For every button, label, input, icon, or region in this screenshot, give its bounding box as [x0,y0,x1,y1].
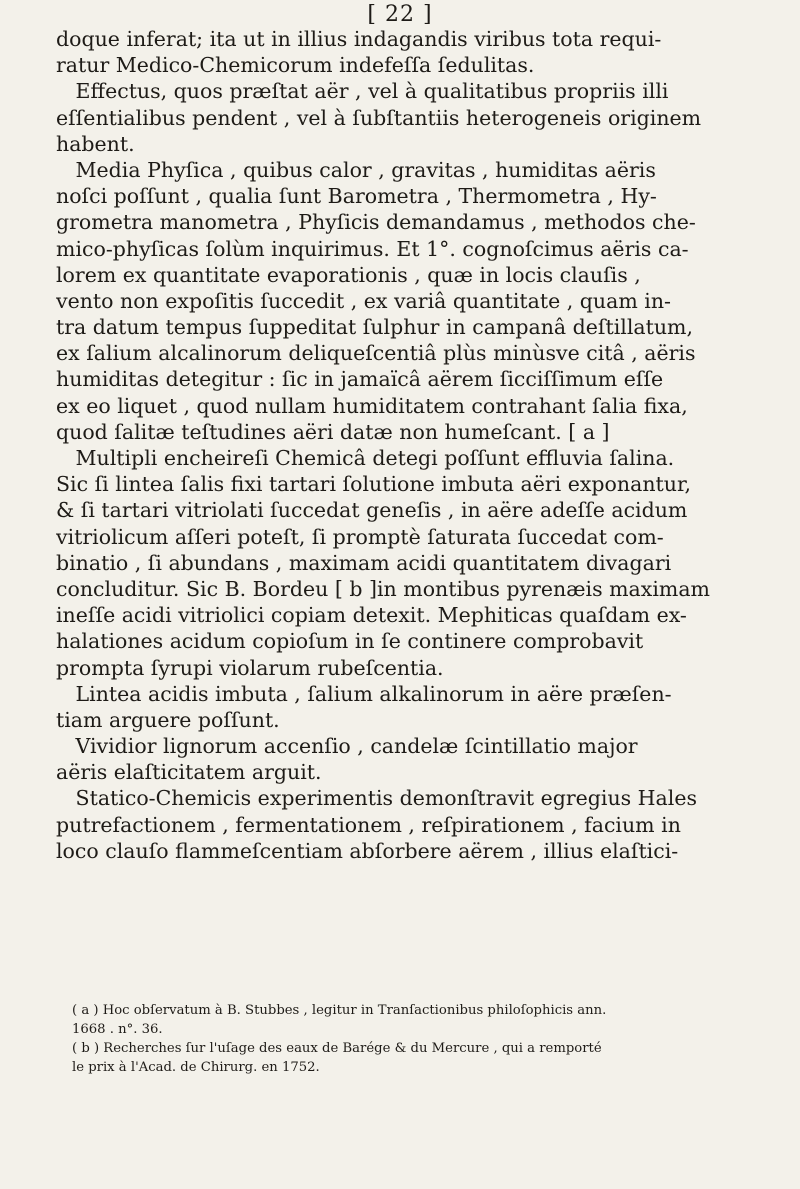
text-line: Vividior lignorum accenſio , candelæ ſcintillatio major [56,734,638,759]
text-line: eſſentialibus pendent , vel à ſubſtantiis heterogeneis originem [56,105,702,130]
body-text [56,26,782,864]
text-line: grometra manometra , Phyſicis demandamus , methodos che- [56,210,696,235]
text-line: noſci poſſunt , qualia ſunt Barometra , Thermometra , Hy- [56,184,657,209]
text-line: ex eo liquet , quod nullam humiditatem contrahant ſalia fixa, [56,393,688,418]
text-line: Multipli encheireſi Chemicâ detegi poſſunt effluvia ſalina. [56,446,675,470]
text-line: Statico-Chemicis experimentis demonſtravit egregius Hales [56,786,697,811]
text-line: ratur Medico-Chemicorum indefeſſa ſedulitas. [56,53,535,78]
text-line: binatio , ſi abundans , maximam acidi quantitatem divagari [56,550,672,575]
text-line: humiditas detegitur : ſic in jamaïcâ aërem ſicciſſimum eſſe [56,367,664,392]
text-line: prompta ſyrupi violarum rubeſcentia. [56,655,444,680]
text-line: halationes acidum copioſum in ſe continere comprobavit [56,629,644,654]
text-line: putrefactionem , fermentationem , reſpirationem , facium in [56,812,681,837]
footnote-line: 1668 . n°. 36. [72,1022,163,1037]
footnotes [72,1001,778,1077]
text-line: tiam arguere poſſunt. [56,707,280,732]
text-line: Effectus, quos præſtat aër , vel à qualitatibus propriis illi [56,79,669,104]
text-line: Media Phyſica , quibus calor , gravitas , humiditas aëris [56,157,656,182]
text-line: lorem ex quantitate evaporationis , quæ in locis clauſis , [56,262,641,287]
text-line: ex ſalium alcalinorum deliqueſcentiâ plùs minùsve citâ , aëris [56,341,696,366]
text-line: mico-phyſicas ſolùm inquirimus. Et 1°. cognoſcimus aëris ca- [56,236,689,261]
text-line: & ſi tartari vitriolati ſuccedat geneſis , in aëre adeſſe acidum [56,498,688,523]
text-line: ineſſe acidi vitriolici copiam detexit. Mephiticas quaſdam ex- [56,603,687,628]
footnote-line: ( a ) Hoc obſervatum à B. Stubbes , legitur in Tranſactionibus philoſophicis ann. [72,1003,607,1018]
page-number: [ 22 ] [367,2,433,27]
text-line: doque inferat; ita ut in illius indagandis viribus tota requi- [56,27,662,51]
text-line: vitriolicum aſſeri poteſt, ſi promptè ſaturata ſuccedat com- [56,524,664,549]
footnote-line: ( b ) Recherches ſur l'uſage des eaux de Barége & du Mercure , qui a remporté [72,1041,602,1056]
footnote-line: le prix à l'Acad. de Chirurg. en 1752. [72,1060,320,1075]
text-line: aëris elaſticitatem arguit. [56,760,322,785]
text-line: loco clauſo flammeſcentiam abſorbere aërem , illius elaſtici- [56,838,679,863]
text-line: concluditur. Sic B. Bordeu [ b ]in montibus pyrenæis maximam [56,576,710,601]
text-line: quod ſalitæ teſtudines aëri datæ non humeſcant. [ a ] [56,419,610,444]
text-line: habent. [56,131,135,156]
text-line: Lintea acidis imbuta , ſalium alkalinorum in aëre præſen- [56,681,672,706]
text-line: vento non expoſitis ſuccedit , ex variâ quantitate , quam in- [56,288,671,313]
text-line: Sic ſi lintea ſalis fixi tartari ſolutione imbuta aëri exponantur, [56,472,692,497]
text-line: tra datum tempus ſuppeditat ſulphur in campanâ deſtillatum, [56,315,694,340]
